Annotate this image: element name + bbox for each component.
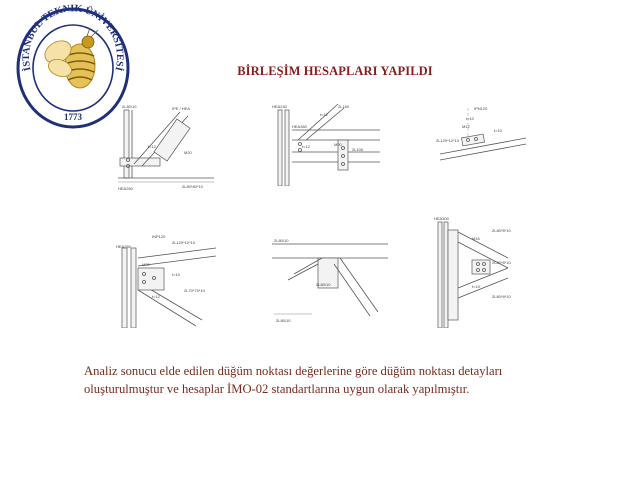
drawing-label: t=12 (148, 144, 156, 149)
drawing-label: 2L80*80*10 (182, 184, 203, 189)
drawing-label: t=10 (172, 272, 180, 277)
drawing-label: HEA240 (272, 104, 287, 109)
drawing-label: 2L80/10 (122, 104, 137, 109)
bee-emblem (41, 28, 98, 88)
drawing-label: M20 (142, 262, 150, 267)
drawing-label: M12 (462, 124, 470, 129)
drawing-label: M20 (334, 142, 342, 147)
drawing-label: 2L80/10 (316, 282, 331, 287)
connection-drawing-3 (432, 104, 532, 184)
drawing-label: 2L70*70*10 (184, 288, 205, 293)
drawing-label: t=10 (472, 284, 480, 289)
drawing-label: t=12 (320, 112, 328, 117)
connection-drawing-2 (272, 100, 382, 186)
drawing-label: 2L120*12*10 (436, 138, 460, 143)
caption (84, 362, 584, 398)
drawing-label: 2L80*8*10 (492, 228, 511, 233)
caption-line-1: Analiz sonucu elde edilen düğüm noktası değerlerine göre düğüm noktası detayları (84, 364, 503, 378)
drawing-label: t=10 (494, 128, 502, 133)
drawing-label: 2L120*12*10 (172, 240, 196, 245)
caption-line-2: oluşturulmuştur ve hesaplar İMO-02 standartlarına uygun olarak yapılmıştır. (84, 382, 470, 396)
connection-drawing-4 (112, 228, 222, 328)
drawing-label: t=12 (152, 294, 160, 299)
drawing-label: t=10 (466, 116, 474, 121)
connection-drawing-6 (432, 216, 532, 328)
connection-drawing-1 (112, 102, 222, 192)
drawing-label: HEA260 (118, 186, 133, 191)
drawing-label: 2L100 (352, 147, 364, 152)
drawing-label: 2L80*8*10 (492, 260, 511, 265)
drawing-label: IPE / HEA (172, 106, 191, 111)
drawing-label: M20 (184, 150, 192, 155)
slide-title: BİRLEŞİM HESAPLARI YAPILDI (237, 64, 433, 78)
connection-drawing-5 (270, 234, 390, 326)
logo-year: 1773 (64, 112, 82, 122)
drawing-label: M16 (472, 236, 480, 241)
drawing-label: 2L160 (338, 104, 350, 109)
drawing-label: HEA360 (292, 124, 307, 129)
drawing-label: t=12 (302, 144, 310, 149)
drawing-label: 2L80/10 (274, 238, 289, 243)
drawing-label: IPN120 (474, 106, 488, 111)
drawing-label: 2L80*8*10 (492, 294, 511, 299)
drawing-label: HEA260 (116, 244, 131, 249)
logo-arc-text: İSTANBUL TEKNİK ÜNİVERSİTESİ (20, 4, 126, 72)
drawing-label: HEA300 (434, 216, 449, 221)
drawing-label: INP120 (152, 234, 166, 239)
drawing-label: 2L80/10 (276, 318, 291, 323)
